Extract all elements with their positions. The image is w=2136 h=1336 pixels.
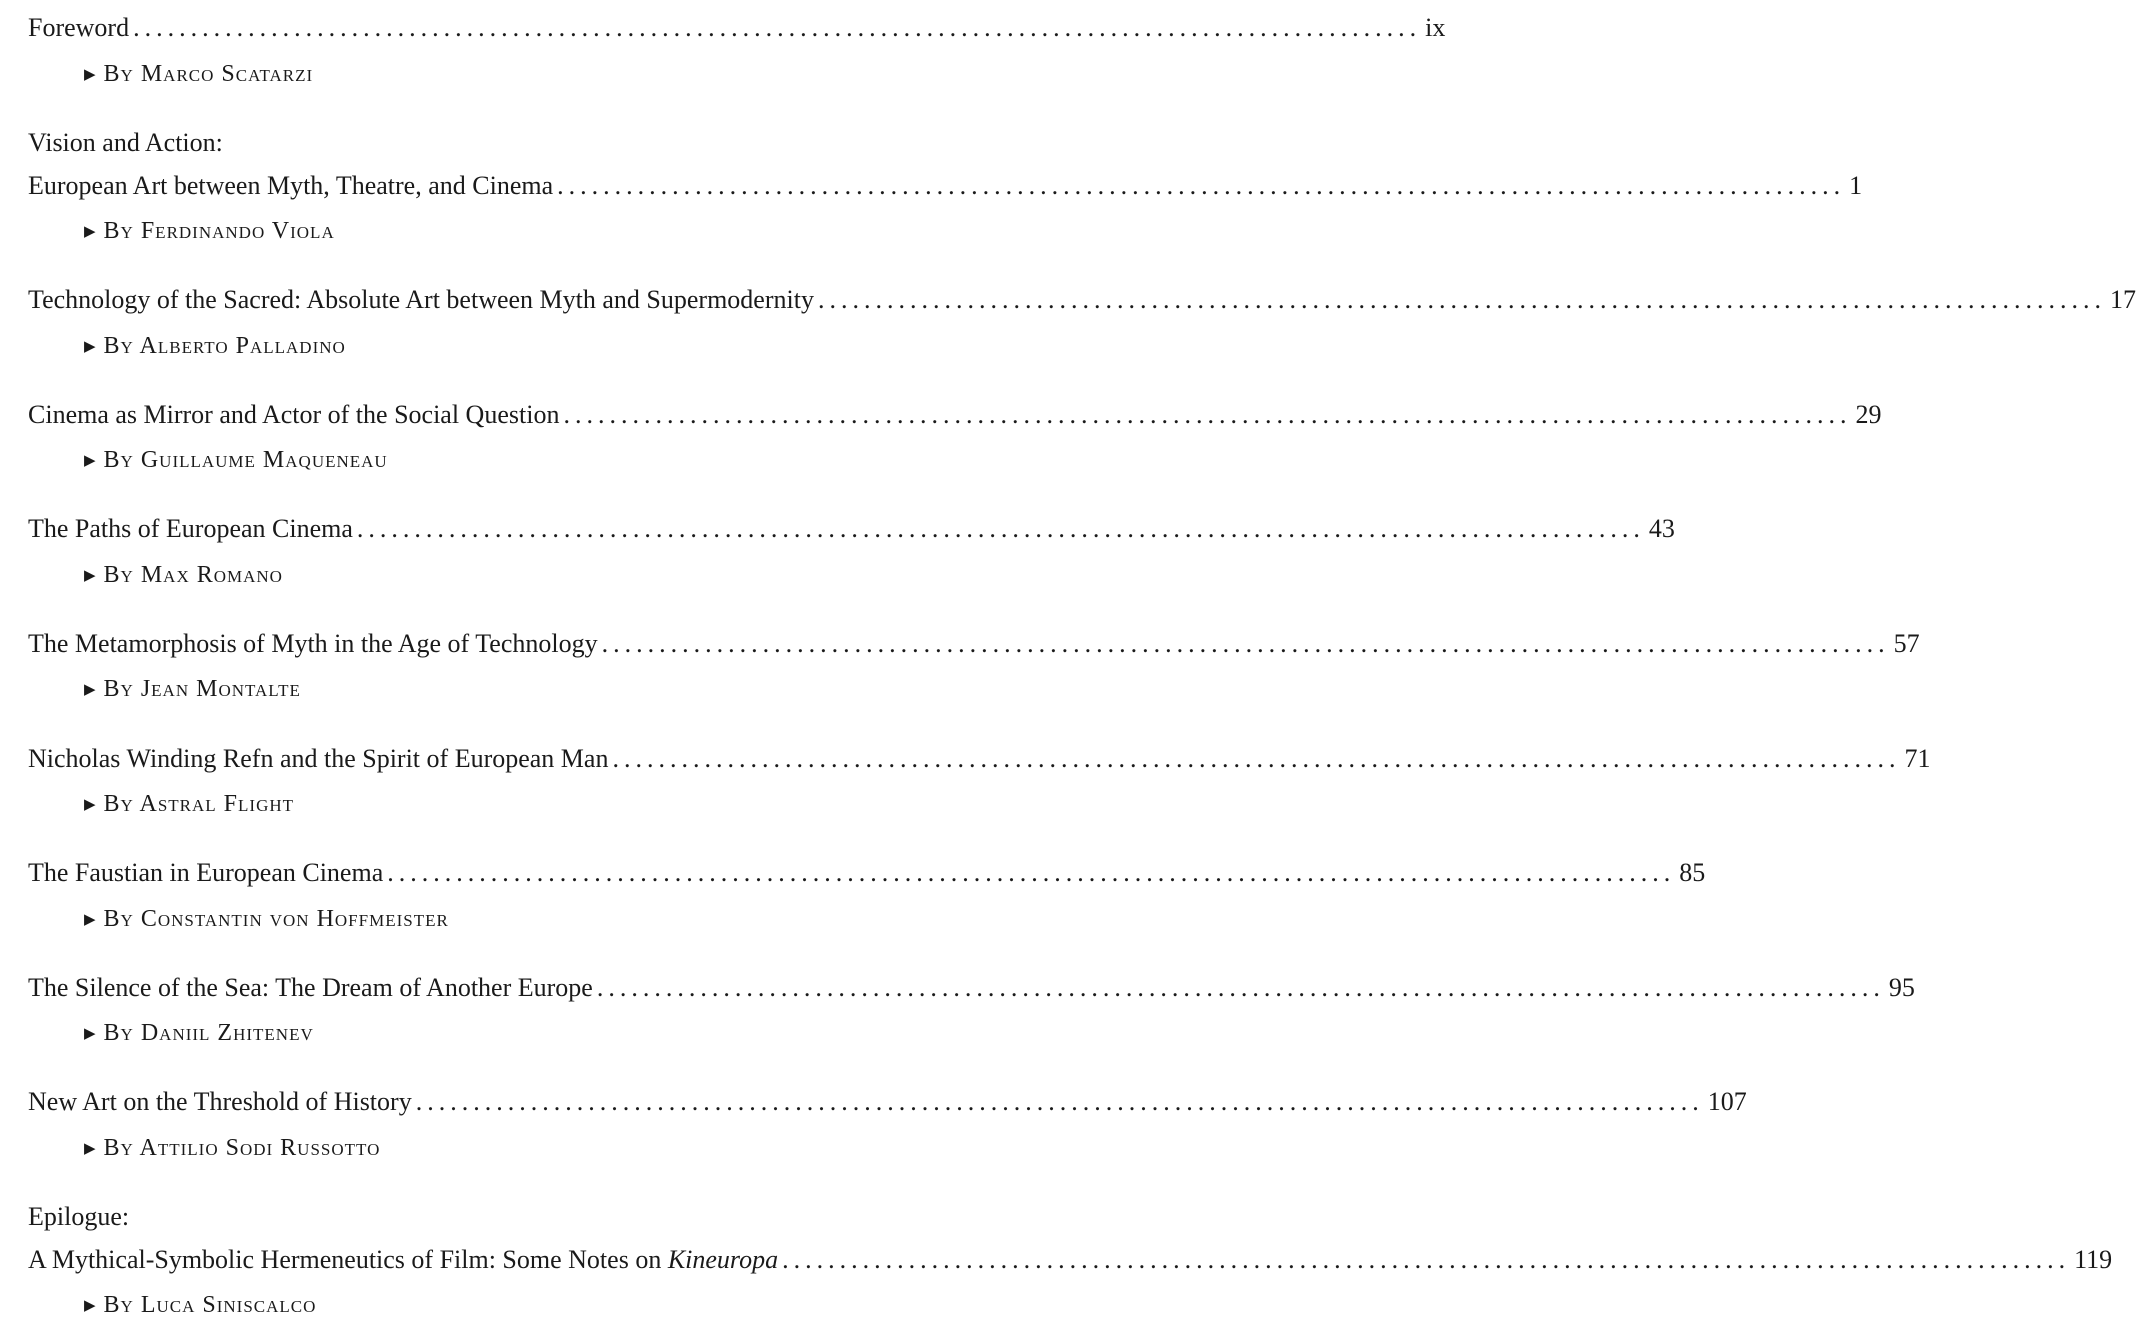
entry-author: ▶ By Daniil Zhitenev <box>84 1020 314 1046</box>
dot-leader: ................................................................................................................ <box>782 1245 2071 1274</box>
dot-leader: ................................................................................................................ <box>817 285 2106 314</box>
triangle-bullet-icon: ▶ <box>84 1024 96 1042</box>
page-number: 17 <box>2109 285 2136 314</box>
entry-author: ▶ By Constantin von Hoffmeister <box>84 906 449 932</box>
entry-title: The Silence of the Sea: The Dream of Another Europe <box>28 973 593 1002</box>
entry-section-label: Vision and Action: <box>28 128 223 157</box>
toc-entry-the-faustian[interactable] <box>28 856 1706 890</box>
dot-leader: ................................................................................................................ <box>415 1087 1704 1116</box>
entry-author: ▶ By Attilio Sodi Russotto <box>84 1135 381 1161</box>
triangle-bullet-icon: ▶ <box>84 222 96 240</box>
triangle-bullet-icon: ▶ <box>84 65 96 83</box>
toc-entry-metamorphosis-of-myth[interactable] <box>28 627 1920 661</box>
entry-author: ▶ By Alberto Palladino <box>84 333 346 359</box>
triangle-bullet-icon: ▶ <box>84 1139 96 1157</box>
toc-entry-cinema-as-mirror[interactable] <box>28 398 1882 432</box>
toc-entry-silence-of-the-sea[interactable] <box>28 971 1915 1005</box>
entry-title: The Paths of European Cinema <box>28 514 353 543</box>
toc-entry-technology-of-the-sacred[interactable] <box>28 283 2136 317</box>
page-number: 71 <box>1904 744 1931 773</box>
entry-title: The Faustian in European Cinema <box>28 858 384 887</box>
dot-leader: ................................................................................................................ <box>563 400 1852 429</box>
entry-author: ▶ By Astral Flight <box>84 791 295 817</box>
triangle-bullet-icon: ▶ <box>84 566 96 584</box>
entry-title: A Mythical-Symbolic Hermeneutics of Film: Some Notes on Kineuropa <box>28 1245 779 1274</box>
entry-title: Technology of the Sacred: Absolute Art between Myth and Supermodernity <box>28 285 814 314</box>
page-number: 29 <box>1855 400 1882 429</box>
entry-author: ▶ By Guillaume Maqueneau <box>84 447 388 473</box>
page-number: 95 <box>1888 973 1915 1002</box>
toc-entry-new-art[interactable] <box>28 1085 1747 1119</box>
entry-author: ▶ By Luca Siniscalco <box>84 1292 317 1318</box>
page-number: ix <box>1425 13 1446 42</box>
italic-title: Kineuropa <box>667 1245 779 1274</box>
dot-leader: ................................................................................................................ <box>557 171 1846 200</box>
page-number: 57 <box>1893 629 1920 658</box>
page-number: 1 <box>1849 171 1863 200</box>
dot-leader: ................................................................................................................ <box>612 744 1901 773</box>
triangle-bullet-icon: ▶ <box>84 680 96 698</box>
page-number: 107 <box>1707 1087 1747 1116</box>
entry-title: Cinema as Mirror and Actor of the Social Question <box>28 400 560 429</box>
entry-author: ▶ By Ferdinando Viola <box>84 218 335 244</box>
toc-entry-european-art[interactable] <box>28 169 1863 203</box>
entry-title: New Art on the Threshold of History <box>28 1087 412 1116</box>
triangle-bullet-icon: ▶ <box>84 337 96 355</box>
entry-section-label: Epilogue: <box>28 1202 130 1231</box>
toc-entry-paths-of-european-cinema[interactable] <box>28 512 1675 546</box>
triangle-bullet-icon: ▶ <box>84 1296 96 1314</box>
dot-leader: ................................................................................................................ <box>387 858 1676 887</box>
entry-title: The Metamorphosis of Myth in the Age of Technology <box>28 629 598 658</box>
dot-leader: ................................................................................................................ <box>601 629 1890 658</box>
entry-title: Foreword <box>28 13 130 42</box>
entry-title: European Art between Myth, Theatre, and Cinema <box>28 171 554 200</box>
triangle-bullet-icon: ▶ <box>84 795 96 813</box>
entry-title: Nicholas Winding Refn and the Spirit of European Man <box>28 744 609 773</box>
dot-leader: ................................................................................................................ <box>356 514 1645 543</box>
entry-author: ▶ By Marco Scatarzi <box>84 61 314 87</box>
toc-entry-foreword[interactable] <box>28 11 1446 45</box>
entry-author: ▶ By Max Romano <box>84 562 283 588</box>
triangle-bullet-icon: ▶ <box>84 910 96 928</box>
entry-author: ▶ By Jean Montalte <box>84 676 301 702</box>
triangle-bullet-icon: ▶ <box>84 451 96 469</box>
toc-entry-nicholas-winding-refn[interactable] <box>28 742 1931 776</box>
toc-entry-epilogue[interactable] <box>28 1243 2113 1277</box>
dot-leader: ................................................................................................................ <box>133 13 1422 42</box>
dot-leader: ................................................................................................................ <box>596 973 1885 1002</box>
page-number: 43 <box>1648 514 1675 543</box>
page-number: 85 <box>1679 858 1706 887</box>
page-number: 119 <box>2074 1245 2113 1274</box>
